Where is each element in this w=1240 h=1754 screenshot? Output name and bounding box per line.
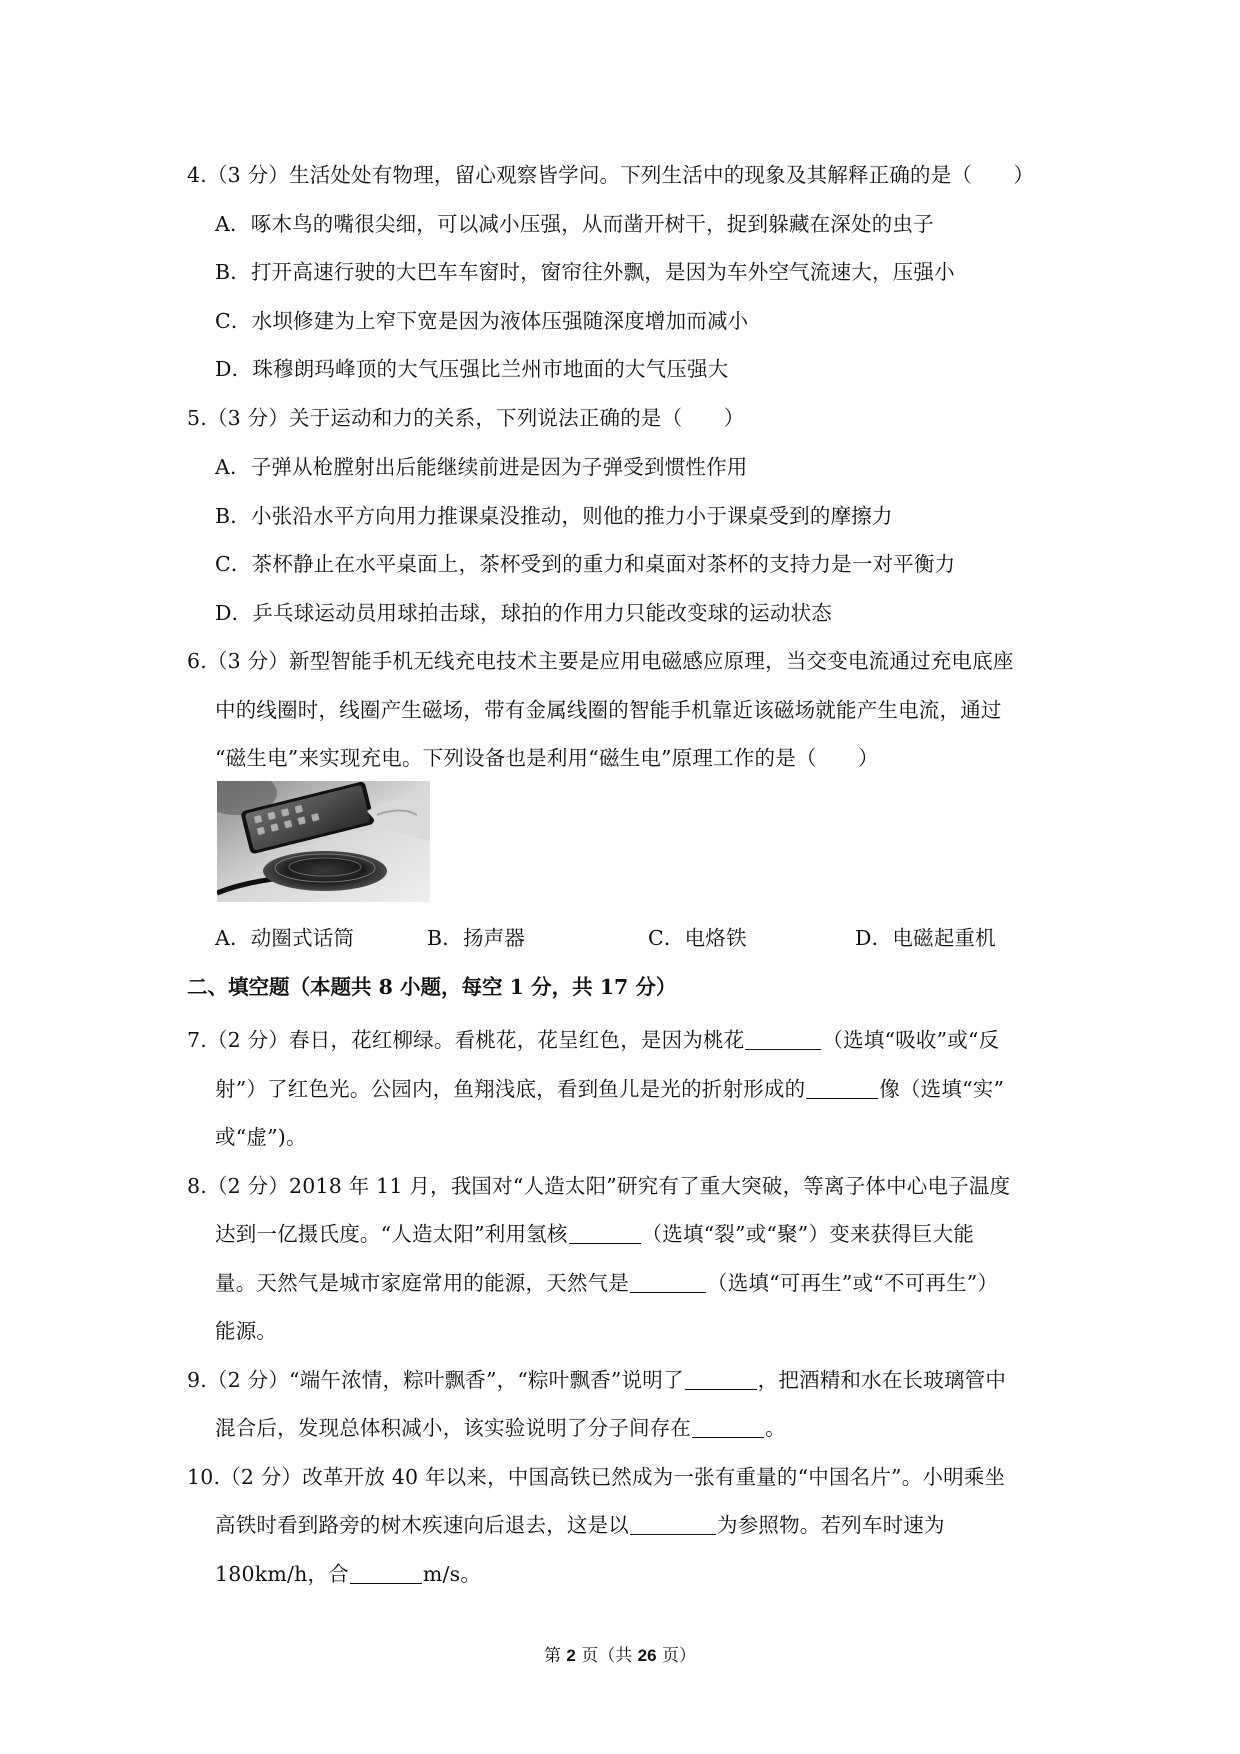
q9-text: 。 <box>765 1416 786 1440</box>
q9-text: 混合后，发现总体积减小，该实验说明了分子间存在 <box>215 1416 692 1440</box>
q5-option-c: C．茶杯静止在水平桌面上，茶杯受到的重力和桌面对茶杯的支持力是一对平衡力 <box>215 552 956 576</box>
q7-text: 7.（2 分）春日，花红柳绿。看桃花，花呈红色，是因为桃花 <box>187 1028 745 1052</box>
q10-line-1: 10.（2 分）改革开放 40 年以来，中国高铁已然成为一张有重量的“中国名片”。小明乘坐 <box>187 1465 1006 1489</box>
answer-blank <box>745 1029 821 1050</box>
wireless-charging-photo <box>217 781 430 902</box>
section-heading-fill-in: 二、填空题（本题共 8 小题，每空 1 分，共 17 分） <box>187 975 677 999</box>
answer-blank <box>685 1369 757 1390</box>
q5-stem: 5.（3 分）关于运动和力的关系，下列说法正确的是（ ） <box>187 406 745 430</box>
q10-text: m/s。 <box>422 1562 482 1586</box>
q4-option-c: C．水坝修建为上窄下宽是因为液体压强随深度增加而减小 <box>215 309 749 333</box>
answer-blank <box>806 1078 878 1099</box>
q7-text: 像（选填“实” <box>879 1077 1005 1101</box>
q9-text: 9.（2 分）“端午浓情，粽叶飘香”，“粽叶飘香”说明了 <box>187 1368 684 1392</box>
answer-blank <box>692 1417 764 1438</box>
q10-text: 180km/h，合 <box>215 1562 349 1586</box>
q6-option-a: A．动圈式话筒 <box>215 926 355 950</box>
q9-line-2 <box>215 1415 786 1441</box>
q5-option-a: A．子弹从枪膛射出后能继续前进是因为子弹受到惯性作用 <box>215 455 748 479</box>
q8-line-4: 能源。 <box>215 1319 278 1343</box>
q6-stem-line-2: 中的线圈时，线圈产生磁场，带有金属线圈的智能手机靠近该磁场就能产生电流，通过 <box>215 698 1002 722</box>
q4-option-d: D．珠穆朗玛峰顶的大气压强比兰州市地面的大气压强大 <box>215 357 729 381</box>
q5-option-b: B．小张沿水平方向用力推课桌没推动，则他的推力小于课桌受到的摩擦力 <box>215 504 893 528</box>
q4-stem: 4.（3 分）生活处处有物理，留心观察皆学问。下列生活中的现象及其解释正确的是（ ） <box>187 163 1035 187</box>
q9-line-1 <box>187 1367 1006 1393</box>
footer-text: 页） <box>656 1646 696 1666</box>
answer-blank <box>630 1272 706 1293</box>
answer-blank <box>630 1514 716 1535</box>
footer-text: 页（共 <box>575 1646 638 1666</box>
q8-text: 量。天然气是城市家庭常用的能源，天然气是 <box>215 1271 629 1295</box>
answer-blank <box>350 1563 422 1584</box>
q6-option-d: D．电磁起重机 <box>855 926 996 950</box>
q8-line-2 <box>215 1221 974 1247</box>
q8-text: 达到一亿摄氏度。“人造太阳”利用氢核 <box>215 1222 568 1246</box>
phone-on-charger-illustration <box>217 781 430 902</box>
q7-text: 射”）了红色光。公园内，鱼翔浅底，看到鱼儿是光的折射形成的 <box>215 1077 806 1101</box>
q10-line-3 <box>215 1561 481 1587</box>
q4-option-b: B．打开高速行驶的大巴车车窗时，窗帘往外飘，是因为车外空气流速大，压强小 <box>215 260 955 284</box>
page-number: 2 <box>566 1646 576 1665</box>
q8-text: （选填“可再生”或“不可再生”） <box>707 1271 999 1295</box>
q7-line-3: 或“虚”)。 <box>215 1125 307 1149</box>
q10-text: 高铁时看到路旁的树木疾速向后退去，这是以 <box>215 1513 629 1537</box>
answer-blank <box>569 1223 641 1244</box>
page-footer <box>0 1641 1240 1666</box>
q10-line-2 <box>215 1512 945 1538</box>
q8-line-3 <box>215 1270 998 1296</box>
page-total: 26 <box>637 1646 657 1665</box>
q7-line-1 <box>187 1027 999 1053</box>
q7-line-2 <box>215 1076 1004 1102</box>
footer-text: 第 <box>543 1646 567 1666</box>
q6-option-c: C．电烙铁 <box>648 926 747 950</box>
q6-stem-line-3: “磁生电”来实现充电。下列设备也是利用“磁生电”原理工作的是（ ） <box>215 746 879 770</box>
q10-text: 为参照物。若列车时速为 <box>717 1513 945 1537</box>
q8-line-1: 8.（2 分）2018 年 11 月，我国对“人造太阳”研究有了重大突破，等离子体中心电子温度 <box>187 1174 1011 1198</box>
q5-option-d: D．乒乓球运动员用球拍击球，球拍的作用力只能改变球的运动状态 <box>215 601 832 625</box>
q7-text: （选填“吸收”或“反 <box>822 1028 1000 1052</box>
q6-option-b: B．扬声器 <box>427 926 526 950</box>
q6-stem-line-1: 6.（3 分）新型智能手机无线充电技术主要是应用电磁感应原理，当交变电流通过充电底座 <box>187 649 1014 673</box>
q4-option-a: A．啄木鸟的嘴很尖细，可以减小压强，从而凿开树干，捉到躲藏在深处的虫子 <box>215 212 934 236</box>
q8-text: （选填“裂”或“聚”）变来获得巨大能 <box>641 1222 975 1246</box>
q9-text: ，把酒精和水在长玻璃管中 <box>757 1368 1007 1392</box>
